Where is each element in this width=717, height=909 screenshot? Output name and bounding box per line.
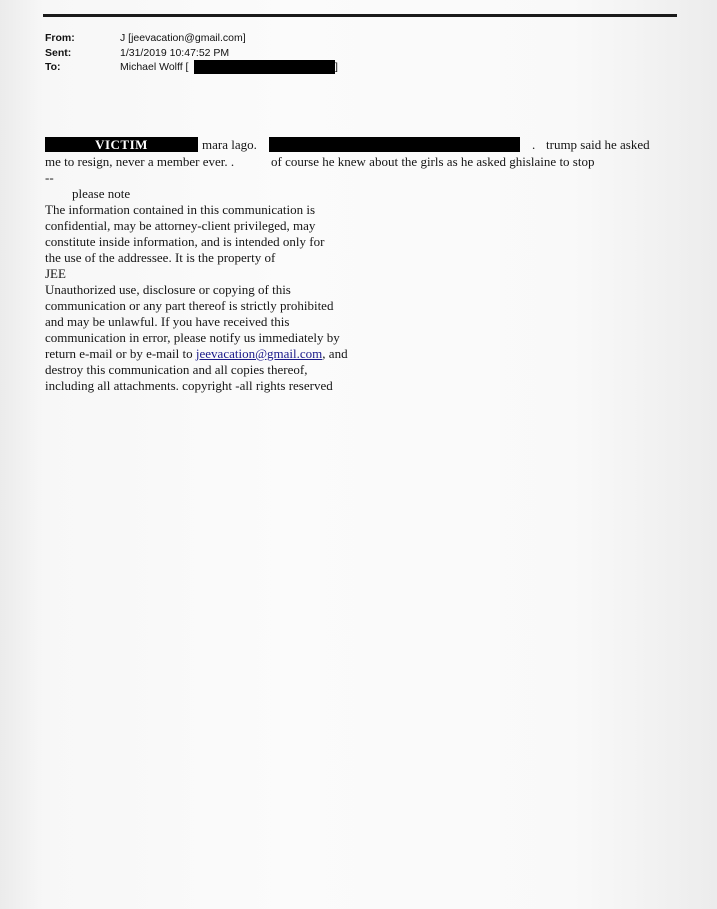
disclaimer-line: and may be unlawful. If you have received this bbox=[45, 314, 290, 329]
disclaimer-line: communication in error, please notify us immediately by bbox=[45, 330, 340, 345]
redaction-body bbox=[269, 137, 520, 152]
disclaimer-line: The information contained in this communication is bbox=[45, 202, 316, 217]
body-dashes: -- bbox=[45, 170, 54, 185]
disclaimer-return-line bbox=[45, 346, 348, 362]
to-label: To: bbox=[45, 61, 61, 73]
sent-label: Sent: bbox=[45, 47, 72, 59]
disclaimer-line: Unauthorized use, disclosure or copying of this bbox=[45, 282, 291, 297]
to-suffix-row bbox=[335, 61, 338, 73]
from-label: From: bbox=[45, 32, 75, 44]
return-line-post: , and bbox=[322, 346, 348, 361]
to-value-suffix: ] bbox=[335, 61, 338, 73]
disclaimer-line: destroy this communication and all copies thereof, bbox=[45, 362, 308, 377]
header-rule bbox=[43, 14, 677, 17]
return-line-pre: return e-mail or by e-mail to bbox=[45, 346, 196, 361]
redaction-victim: VICTIM bbox=[45, 137, 198, 152]
from-value: J [jeevacation@gmail.com] bbox=[120, 32, 246, 44]
disclaimer-line: confidential, may be attorney-client privileged, may bbox=[45, 218, 316, 233]
disclaimer-line: JEE bbox=[45, 266, 66, 281]
body-line2-b: of course he knew about the girls as he asked ghislaine to stop bbox=[271, 154, 595, 169]
disclaimer-line: communication or any part thereof is strictly prohibited bbox=[45, 298, 334, 313]
please-note: please note bbox=[72, 186, 131, 201]
body-line1-c: trump said he asked bbox=[546, 137, 650, 152]
body-line1-a: mara lago. bbox=[202, 137, 257, 152]
body-line2-a: me to resign, never a member ever. . bbox=[45, 154, 235, 169]
body-line1-b: . bbox=[532, 137, 536, 152]
disclaimer-line: including all attachments. copyright -all rights reserved bbox=[45, 378, 333, 393]
disclaimer-line: the use of the addressee. It is the property of bbox=[45, 250, 276, 265]
disclaimer-line: constitute inside information, and is intended only for bbox=[45, 234, 325, 249]
email-link[interactable]: jeevacation@gmail.com bbox=[195, 346, 323, 361]
sent-value: 1/31/2019 10:47:52 PM bbox=[120, 47, 230, 59]
to-value-prefix: Michael Wolff [ bbox=[120, 61, 189, 73]
redaction-to-address bbox=[194, 60, 335, 74]
